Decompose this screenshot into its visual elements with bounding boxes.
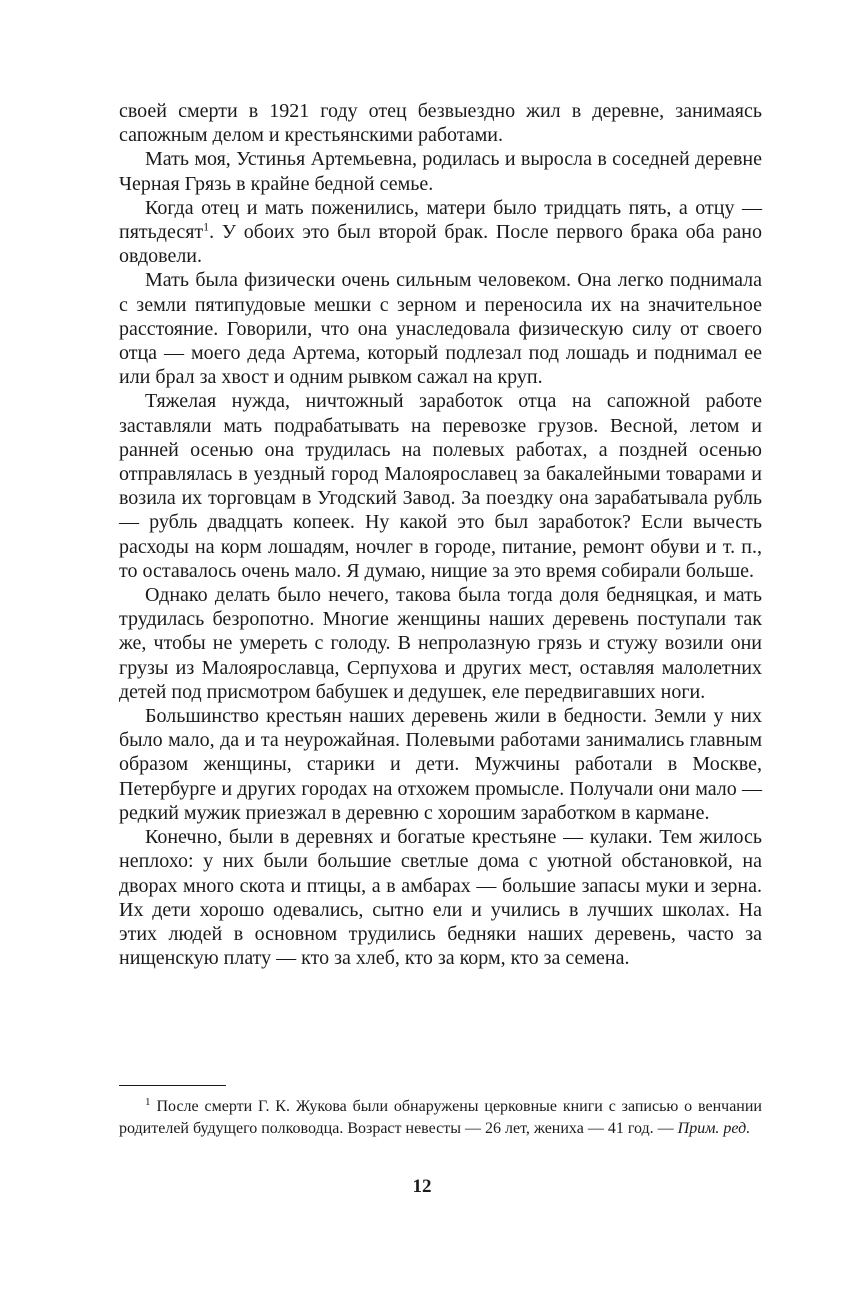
- paragraph-text: . У обоих это был второй брак. После первого брака оба рано овдовели.: [119, 221, 762, 268]
- page-number: 12: [412, 1176, 432, 1197]
- paragraph-text: Когда отец и мать поженились, матери было тридцать пять, а отцу — пятьдесят: [119, 196, 762, 244]
- paragraph: Мать была физически очень сильным человеком. Она легко поднимала с земли пятипудовые мешки с зерном и переносила их на значительное расстояние. Говорили, что она унаследовала физическую силу от своего отца — моего деда Артема, который подлезал под лошадь и поднимал ее или брал за хвост и одним рывком сажал на круп.: [119, 269, 762, 389]
- footnote-mark: 1: [145, 1095, 151, 1108]
- footnote-divider: [119, 1085, 226, 1086]
- paragraph: Большинство крестьян наших деревень жили в бедности. Земли у них было мало, да и та неурожайная. Полевыми работами занимались главным образом женщины, старики и дети. Мужчины работали в Москве, Петербурге и других городах на отхожем промысле. Получали они мало — редкий мужик приезжал в деревню с хорошим заработком в кармане.: [119, 705, 762, 824]
- paragraph: своей смерти в 1921 году отец безвыездно жил в деревне, занимаясь сапожным делом и крестьянскими работами.: [119, 100, 762, 147]
- paragraph: [119, 196, 762, 269]
- footnote-source: Прим. ред.: [677, 1120, 751, 1137]
- paragraph: Конечно, были в деревнях и богатые крестьяне — кулаки. Тем жилось неплохо: у них были большие светлые дома с уютной обстановкой, на дворах много скота и птицы, а в амбарах — большие запасы муки и зерна. Их дети хорошо одевались, сытно ели и учились в лучших школах. На этих людей в основном трудились бедняки наших деревень, часто за нищенскую плату — кто за хлеб, кто за корм, кто за семена.: [119, 826, 762, 970]
- footnote: [119, 1096, 762, 1140]
- footnote-reference[interactable]: 1: [203, 219, 210, 234]
- paragraph: Тяжелая нужда, ничтожный заработок отца на сапожной работе заставляли мать подрабатывать на перевозке грузов. Весной, летом и ранней осенью она трудилась на полевых работах, а поздней осенью отправлялась в уездный город Малоярославец за бакалейными товарами и возила их торговцам в Угодский Завод. За поездку она зарабатывала рубль — рубль двадцать копеек. Ну какой это был заработок? Если вычесть расходы на корм лошадям, ночлег в городе, питание, ремонт обуви и т. п., то оставалось очень мало. Я думаю, нищие за это время собирали больше.: [119, 390, 762, 582]
- paragraph: Однако делать было нечего, такова была тогда доля бедняцкая, и мать трудилась безропотно. Многие женщины наших деревень поступали так же, чтобы не умереть с голоду. В непролазную грязь и стужу возили они грузы из Малоярославца, Серпухова и других мест, оставляя малолетних детей под присмотром бабушек и дедушек, еле передвигавших ноги.: [119, 584, 762, 703]
- paragraph: Мать моя, Устинья Артемьевна, родилась и выросла в соседней деревне Черная Грязь в крайне бедной семье.: [119, 148, 762, 195]
- footnote-text: После смерти Г. К. Жукова были обнаружены церковные книги с записью о венчании родителей будущего полководца. Возраст невесты — 26 лет, жениха — 41 год. —: [119, 1098, 762, 1137]
- main-text: [119, 99, 762, 970]
